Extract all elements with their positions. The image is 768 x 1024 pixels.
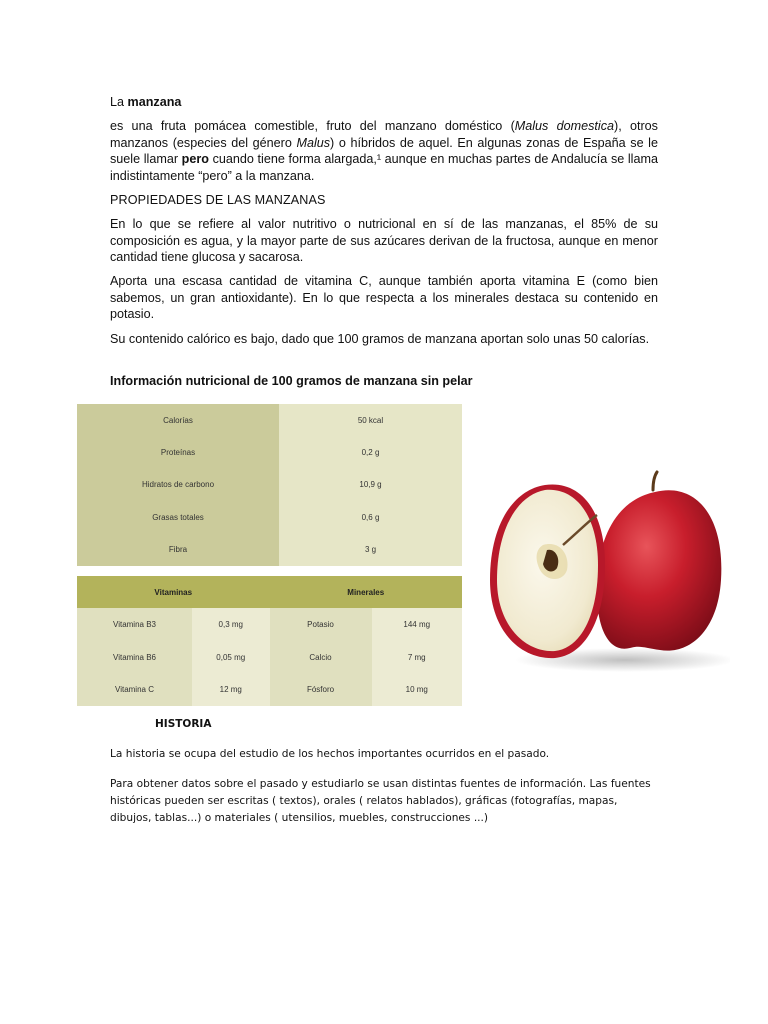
nutrient-label: Proteínas — [77, 436, 279, 468]
table-row — [77, 673, 462, 706]
nutrition-title: Información nutricional de 100 gramos de manzana sin pelar — [110, 374, 473, 388]
intro-bold-pero: pero — [181, 152, 209, 166]
table-row — [77, 501, 462, 533]
nutrient-value: 0,6 g — [279, 501, 462, 533]
properties-paragraph-2: Aporta una escasa cantidad de vitamina C, aunque también aporta vitamina E (como bien sabemos, un gran antioxidante). En lo que respecta a los minerales destaca su contenido en potasio. — [110, 274, 658, 321]
title-bold: manzana — [127, 95, 182, 109]
vitamin-name: Vitamina B6 — [77, 641, 192, 674]
table-row — [77, 641, 462, 674]
nutrient-label: Fibra — [77, 534, 279, 566]
nutrient-label: Calorías — [77, 404, 279, 436]
table-row — [77, 404, 462, 436]
nutrition-table-micronutrients — [77, 576, 462, 706]
apple-image — [485, 470, 730, 675]
nutrient-label: Grasas totales — [77, 501, 279, 533]
table-header — [77, 576, 462, 608]
table-row — [77, 534, 462, 566]
intro-text-a: es una fruta pomácea comestible, fruto del manzano doméstico ( — [110, 119, 515, 133]
intro-italic-species: Malus domestica — [514, 119, 615, 133]
intro-text-c: ) o híbridos de aquel. En algunas zonas de España se le suele llamar — [110, 135, 658, 166]
vitamin-name: Vitamina B3 — [77, 608, 192, 641]
whole-apple — [597, 472, 722, 651]
intro-text-b: ), otros manzanos (especies del género — [110, 119, 658, 150]
intro-italic-genus: Malus — [296, 135, 331, 150]
table-row — [77, 436, 462, 468]
historia-heading: HISTORIA — [155, 718, 212, 730]
nutrient-value: 50 kcal — [279, 404, 462, 436]
historia-paragraph-2: Para obtener datos sobre el pasado y estudiarlo se usan distintas fuentes de información. Las fuentes históricas pueden ser escritas ( textos), orales ( relatos hablados), gráficas (fotografías, mapas, dibujos, tablas...) o materiales ( utensilios, muebles, construcciones ...) — [110, 778, 651, 824]
nutrient-value: 3 g — [279, 534, 462, 566]
vitamin-value: 12 mg — [192, 673, 270, 706]
title-prefix: La — [110, 95, 128, 109]
vitamin-value: 0,3 mg — [192, 608, 270, 641]
half-apple — [490, 484, 605, 658]
vitamins-header: Vitaminas — [154, 587, 193, 597]
nutrient-value: 10,9 g — [279, 469, 462, 501]
vitamin-value: 0,05 mg — [192, 641, 270, 674]
table-row — [77, 469, 462, 501]
properties-paragraph-1: En lo que se refiere al valor nutritivo o nutricional en sí de las manzanas, el 85% de su composición es agua, y la mayor parte de sus azúcares derivan de la fructosa, aunque en menor cantidad tiene glucosa y sacarosa. — [110, 217, 658, 264]
table-row — [77, 608, 462, 641]
nutrient-value: 0,2 g — [279, 436, 462, 468]
mineral-value: 7 mg — [372, 641, 463, 674]
intro-paragraph — [110, 118, 658, 184]
mineral-name: Calcio — [270, 641, 372, 674]
nutrient-label: Hidratos de carbono — [77, 469, 279, 501]
mineral-name: Fósforo — [270, 673, 372, 706]
properties-heading: PROPIEDADES DE LAS MANZANAS — [110, 193, 326, 207]
properties-paragraph-3: Su contenido calórico es bajo, dado que 100 gramos de manzana aportan solo unas 50 calorías. — [110, 332, 650, 346]
mineral-value: 144 mg — [372, 608, 463, 641]
intro-text-d: cuando tiene forma alargada,¹ aunque en muchas partes de Andalucía se llama indistintamente “pero” a la manzana. — [110, 152, 658, 183]
mineral-name: Potasio — [270, 608, 372, 641]
mineral-value: 10 mg — [372, 673, 463, 706]
vitamin-name: Vitamina C — [77, 673, 192, 706]
historia-paragraph-1: La historia se ocupa del estudio de los hechos importantes ocurridos en el pasado. — [110, 748, 550, 760]
minerals-header: Minerales — [347, 587, 385, 597]
nutrition-table-general — [77, 404, 462, 566]
page-title — [110, 95, 181, 109]
